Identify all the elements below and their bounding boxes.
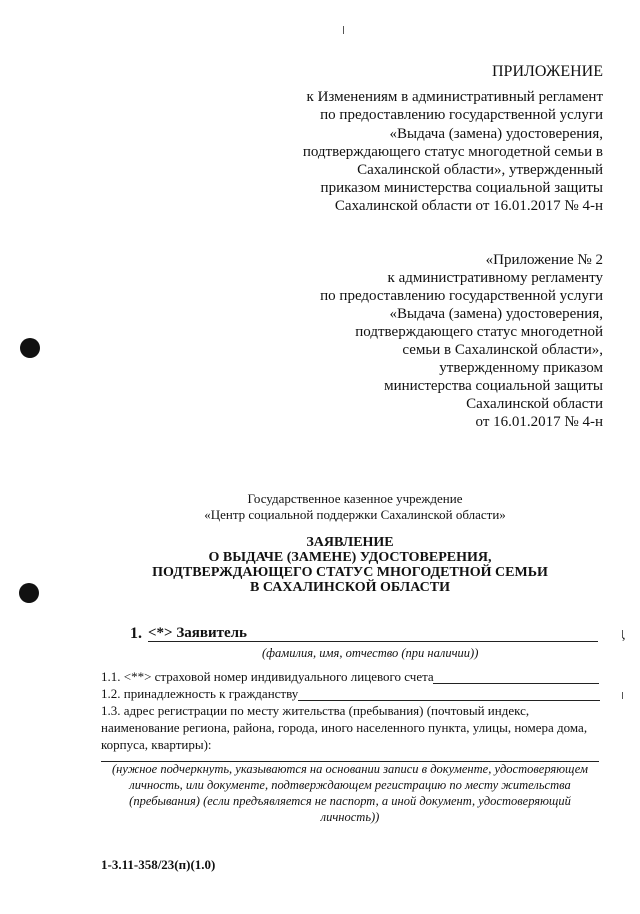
attachment-line: «Выдача (замена) удостоверения, [389,126,603,142]
form-heading: ЗАЯВЛЕНИЕ [306,535,394,550]
appendix-line: «Выдача (замена) удостоверения, [389,306,603,322]
appendix-line: министерства социальной защиты [384,378,603,394]
appendix-line: утвержденному приказом [439,360,603,376]
applicant-label: <*> Заявитель [148,625,247,641]
address-label: наименование региона, района, города, иного населенного пункта, улицы, номера дома, [101,720,588,735]
attachment-line: по предоставлению государственной услуги [320,107,603,123]
form-heading: О ВЫДАЧЕ (ЗАМЕНЕ) УДОСТОВЕРЕНИЯ, [208,550,492,565]
applicant-name-field[interactable] [148,641,598,642]
institution-line: Государственное казенное учреждение [247,491,463,506]
section-number: 1. [130,625,142,642]
snils-label: 1.1. <**> страховой номер индивидуального лицевого счета [101,669,434,684]
appendix-line: Сахалинской области [466,396,603,412]
form-heading: ПОДТВЕРЖДАЮЩЕГО СТАТУС МНОГОДЕТНОЙ СЕМЬИ [152,565,548,580]
address-label: 1.3. адрес регистрации по месту жительства (пребывания) (почтовый индекс, [101,703,530,718]
attachment-line: подтверждающего статус многодетной семьи в [302,144,603,160]
appendix-line: по предоставлению государственной услуги [320,288,603,304]
attachment-line: Сахалинской области от 16.01.2017 № 4-н [334,198,603,214]
address-label: корпуса, квартиры): [101,737,212,752]
document-code: 1-3.11-358/23(п)(1.0) [101,857,216,872]
appendix-line: «Приложение № 2 [485,252,603,268]
appendix-line: от 16.01.2017 № 4-н [475,414,603,430]
attachment-title: ПРИЛОЖЕНИЕ [491,63,603,80]
note-line: (нужное подчеркнуть, указываются на основании записи в документе, удостоверяющем [111,762,589,776]
applicant-hint: (фамилия, имя, отчество (при наличии)) [262,646,479,660]
note-line: личность, или документе, подтверждающем регистрацию по месту жительства [129,778,571,792]
note-line: (пребывания) (если предъявляется не паспорт, а иной документ, удостоверяющий [129,794,571,808]
note-line: личность)) [320,810,380,824]
attachment-line: Сахалинской области», утвержденный [357,162,603,178]
form-heading: В САХАЛИНСКОЙ ОБЛАСТИ [250,580,450,595]
scan-mark [622,692,623,699]
institution-line: «Центр социальной поддержки Сахалинской области» [204,507,506,522]
comma: , [622,628,626,643]
appendix-line: подтверждающего статус многодетной [355,324,603,340]
snils-field[interactable] [433,683,599,684]
appendix-line: семьи в Сахалинской области», [402,342,603,358]
appendix-line: к административному регламенту [387,270,603,286]
citizenship-field[interactable] [298,700,600,701]
citizenship-label: 1.2. принадлежность к гражданству [101,686,299,701]
punch-hole-icon [20,338,40,358]
attachment-line: к Изменениям в административный регламент [306,89,603,105]
attachment-line: приказом министерства социальной защиты [320,180,603,196]
scan-mark [343,26,344,34]
